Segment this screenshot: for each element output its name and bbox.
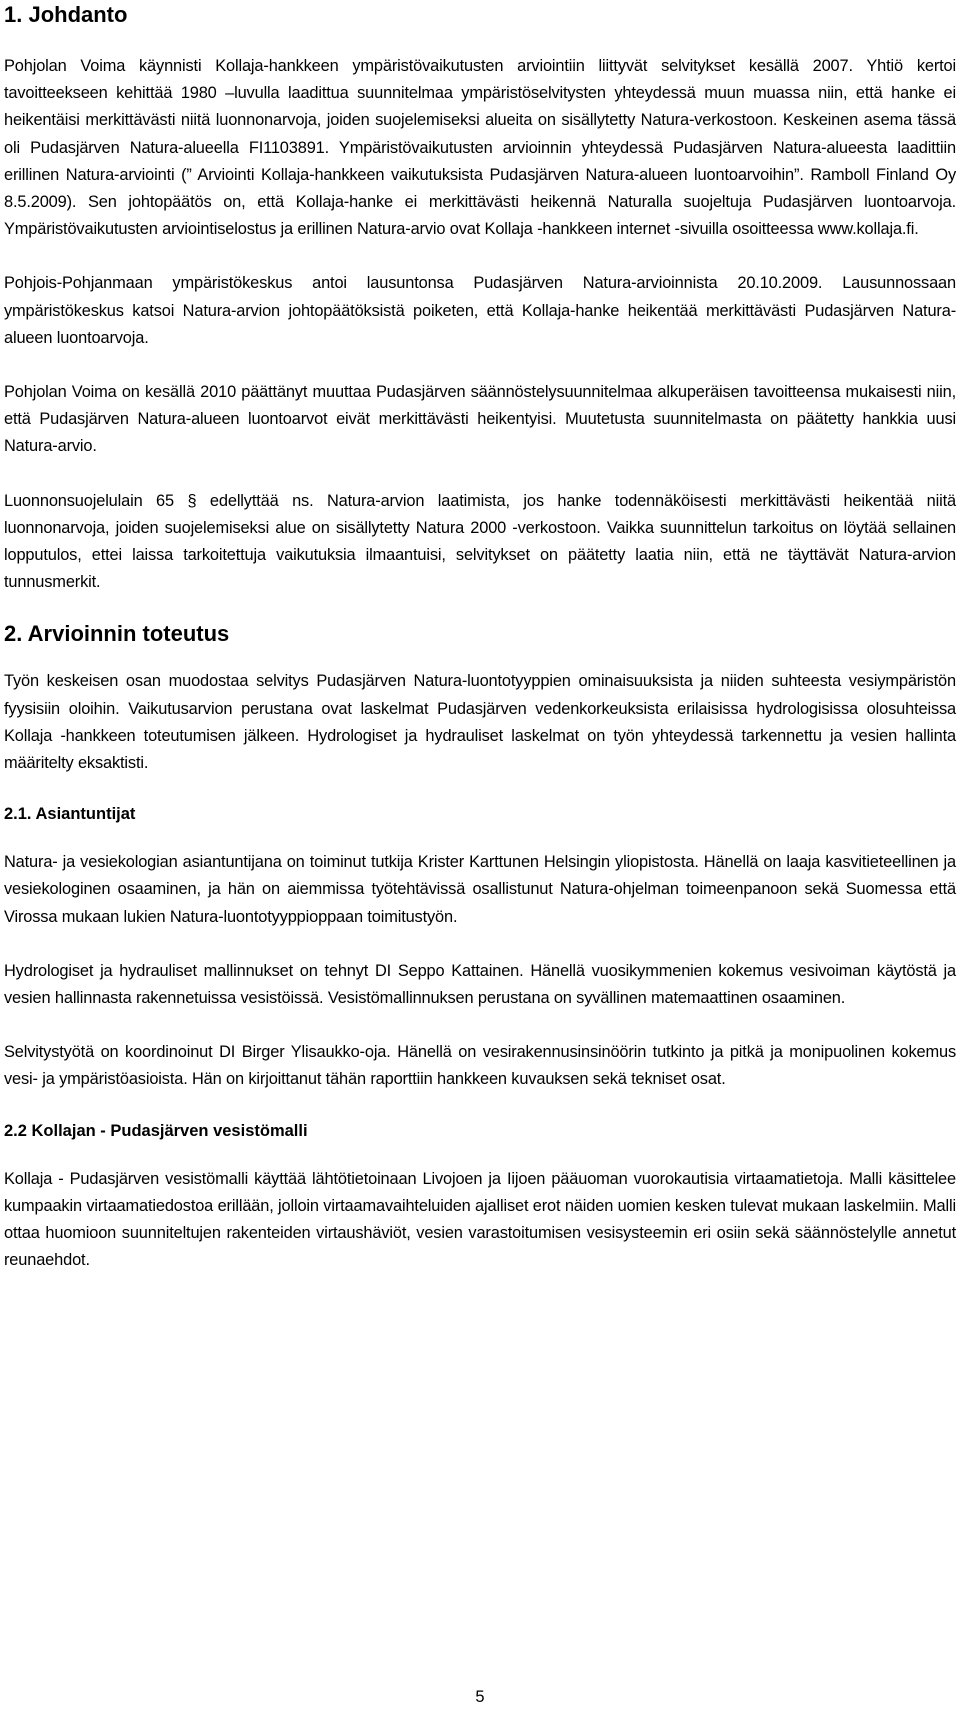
paragraph-intro-3: Pohjolan Voima on kesällä 2010 päättänyt muuttaa Pudasjärven säännöstelysuunnitelmaa alkuperäisen tavoitteensa mukaisesti niin, että Pudasjärven Natura-alueen luontoarvot eivät merkittävästi heikentyisi. Muutetusta suunnitelmasta on päätetty hankkia uusi Natura-arvio. [4, 383, 956, 456]
page-number: 5 [475, 1688, 485, 1706]
section-heading-arvioinnin-toteutus: 2. Arvioinnin toteutus [4, 621, 230, 647]
paragraph-intro-2: Pohjois-Pohjanmaan ympäristökeskus antoi lausuntonsa Pudasjärven Natura-arvioinnista 20.10.2009. Lausunnossaan ympäristökeskus katsoi Natura-arvion johtopäätöksistä poiketen, että Kollaja-hanke heikentää merkittävästi Pudasjärven Natura-alueen luontoarvoja. [4, 274, 956, 347]
document-body [4, 0, 956, 1275]
paragraph-toteutus-1: Työn keskeisen osan muodostaa selvitys Pudasjärven Natura-luontotyyppien ominaisuuksista ja niiden suhteesta vesiympäristön fyysisiin oloihin. Vaikutusarvion perustana ovat laskelmat Pudasjärven vedenkorkeuksista erilaisissa hydrologisissa olosuhteissa Kollaja -hankkeen toteutumisen jälkeen. Hydrologiset ja hydrauliset laskelmat on työn yhteydessä tarkennettu ja vesien hallinta määritelty eksaktisti. [4, 672, 956, 773]
paragraph-asiantuntijat-1: Natura- ja vesiekologian asiantuntijana on toiminut tutkija Krister Karttunen Helsingin yliopistosta. Hänellä on laaja kasvitieteellinen ja vesiekologinen osaaminen, ja hän on aiemmissa työtehtävissä osallistunut Natura-ohjelman toimeenpanoon sekä Suomessa että Virossa mukaan lukien Natura-luontotyyppioppaan toimitustyön. [4, 853, 956, 926]
paragraph-vesistomalli-1: Kollaja - Pudasjärven vesistömalli käyttää lähtötietoinaan Livojoen ja Iijoen pääuoman vuorokautisia virtaamatietoja. Malli käsittelee kumpaakin virtaamatiedostoa erillään, jolloin virtaamavaihteluiden ajalliset erot näiden uomien kesken tulevat mukaan laskelmiin. Malli ottaa huomioon suunniteltujen rakenteiden virtaushäviöt, vesien varastoitumisen vesisysteemin eri osiin sekä säännöstelylle annetut reunaehdot. [4, 1169, 956, 1270]
paragraph-intro-4: Luonnonsuojelulain 65 § edellyttää ns. Natura-arvion laatimista, jos hanke todennäköisesti merkittävästi heikentää niitä luonnonarvoja, joiden suojelemiseksi alue on sisällytetty Natura 2000 -verkostoon. Vaikka suunnittelun tarkoitus on löytää sellainen lopputulos, ettei laissa tarkoitettuja vaikutuksia ilmaantuisi, selvitykset on päätetty laatia niin, että ne täyttävät Natura-arvion tunnusmerkit. [4, 491, 956, 592]
section-heading-johdanto: 1. Johdanto [4, 2, 128, 27]
paragraph-intro-1: Pohjolan Voima käynnisti Kollaja-hankkeen ympäristövaikutusten arviointiin liittyvät selvitykset kesällä 2007. Yhtiö kertoi tavoitteekseen kehittää 1980 –luvulla laadittua suunnitelmaa ympäristöselvitysten yhteydessä muun muassa niin, että hanke ei heikentäisi merkittävästi niitä luonnonarvoja, joiden suojelemiseksi alueita on sisällytetty Natura-verkostoon. Keskeinen asema tässä oli Pudasjärven Natura-alueella FI1103891. Ympäristövaikutusten arvioinnin yhteydessä Pudasjärven Natura-alueesta laadittiin erillinen Natura-arviointi (” Arviointi Kollaja-hankkeen vaikutuksista Pudasjärven Natura-alueen luontoarvoihin”. Ramboll Finland Oy 8.5.2009). Sen johtopäätös on, että Kollaja-hanke ei merkittävästi heikennä Naturalla suojeltuja Pudasjärven luontoarvoja. Ympäristövaikutusten arviointiselostus ja erillinen Natura-arvio ovat Kollaja -hankkeen internet -sivuilla osoitteessa www.kollaja.fi. [4, 57, 956, 239]
subsection-heading-vesistomalli: 2.2 Kollajan - Pudasjärven vesistömalli [4, 1121, 308, 1140]
subsection-heading-asiantuntijat: 2.1. Asiantuntijat [4, 805, 136, 824]
paragraph-asiantuntijat-2: Hydrologiset ja hydrauliset mallinnukset on tehnyt DI Seppo Kattainen. Hänellä vuosikymmenien kokemus vesivoiman käytöstä ja vesien hallinnasta rakennetuissa vesistöissä. Vesistömallinnuksen perustana on syvällinen matemaattinen osaaminen. [4, 961, 956, 1008]
paragraph-asiantuntijat-3: Selvitystyötä on koordinoinut DI Birger Ylisaukko-oja. Hänellä on vesirakennusinsinöörin tutkinto ja pitkä ja monipuolinen kokemus vesi- ja ympäristöasioista. Hän on kirjoittanut tähän raporttiin hankkeen kuvauksen sekä tekniset osat. [4, 1043, 956, 1089]
